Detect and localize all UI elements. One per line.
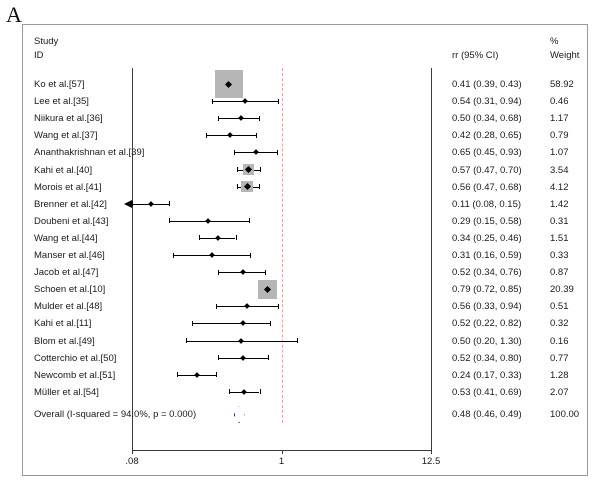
ci-cap-right [259, 184, 260, 189]
ci-cap-right [297, 338, 298, 343]
forest-row [0, 298, 569, 315]
study-estimate: 0.52 (0.34, 0.76) [452, 267, 522, 279]
study-estimate: 0.53 (0.41, 0.69) [452, 386, 522, 398]
study-estimate: 0.31 (0.16, 0.59) [452, 250, 522, 261]
study-label: Schoen et al.[10] [34, 284, 106, 296]
forest-row [0, 367, 569, 384]
forest-row [0, 110, 569, 127]
study-estimate: 0.79 (0.72, 0.85) [452, 284, 522, 296]
forest-row [0, 162, 569, 179]
study-label: Müller et al.[54] [34, 386, 99, 398]
study-estimate: 0.29 (0.15, 0.58) [452, 215, 522, 227]
ci-cap-left [169, 218, 170, 223]
axis-tick [132, 450, 133, 454]
ci-cap-right [260, 167, 261, 172]
overall-row [0, 406, 580, 423]
study-label: Niikura et al.[36] [34, 113, 103, 125]
axis-tick [282, 450, 283, 454]
study-weight: 0.16 [550, 335, 569, 347]
ci-cap-right [256, 133, 257, 138]
study-label: Wang et al.[44] [34, 232, 98, 244]
forest-row [0, 127, 569, 144]
header-estimate: rr (95% CI) [452, 50, 499, 61]
study-estimate: 0.56 (0.47, 0.68) [452, 181, 522, 193]
study-estimate: 0.24 (0.17, 0.33) [452, 369, 522, 381]
ci-cap-right [268, 355, 269, 360]
study-estimate: 0.57 (0.47, 0.70) [452, 164, 522, 176]
forest-row [0, 281, 574, 298]
study-weight: 20.39 [550, 284, 574, 296]
ci-cap-right [278, 99, 279, 104]
overall-label: Overall (I-squared = 94.0%, p = 0.000) [34, 408, 197, 420]
ci-cap-right [277, 150, 278, 155]
forest-row [0, 144, 569, 161]
study-weight: 0.46 [550, 96, 569, 108]
ci-cap-right [250, 253, 251, 258]
study-weight: 2.07 [550, 386, 569, 398]
axis-tick-label: 1 [278, 456, 285, 467]
ci-cap-left [218, 270, 219, 275]
study-weight: 0.32 [550, 318, 569, 330]
study-label: Jacob et al.[47] [34, 267, 99, 279]
forest-row [0, 213, 569, 230]
study-weight: 1.17 [550, 113, 569, 125]
ci-arrow-left-icon [124, 200, 132, 208]
overall-weight: 100.00 [550, 408, 580, 420]
study-weight: 0.79 [550, 130, 569, 142]
study-label: Kahi et al.[11] [34, 318, 92, 330]
confidence-interval-line [192, 323, 270, 324]
ci-cap-left [212, 99, 213, 104]
study-label: Morois et al.[41] [34, 181, 102, 193]
ci-cap-right [249, 218, 250, 223]
header-study: Study [34, 36, 59, 47]
study-weight: 1.51 [550, 232, 569, 244]
study-weight: 0.31 [550, 215, 569, 227]
study-label: Kahi et al.[40] [34, 164, 93, 176]
forest-row [0, 179, 569, 196]
study-estimate: 0.65 (0.45, 0.93) [452, 147, 522, 159]
forest-row [0, 247, 569, 264]
study-label: Brenner et al.[42] [34, 198, 107, 210]
study-label: Manser et al.[46] [34, 250, 105, 261]
ci-cap-left [218, 116, 219, 121]
study-estimate: 0.50 (0.20, 1.30) [452, 335, 522, 347]
study-weight: 4.12 [550, 181, 569, 193]
ci-cap-left [186, 338, 187, 343]
ci-cap-right [236, 235, 237, 240]
forest-row [0, 93, 569, 110]
study-estimate: 0.50 (0.34, 0.68) [452, 113, 522, 125]
ci-cap-right [260, 389, 261, 394]
study-estimate: 0.41 (0.39, 0.43) [452, 79, 522, 90]
panel-label: A [6, 2, 22, 27]
study-label: Ko et al.[57] [34, 79, 85, 90]
ci-cap-left [237, 167, 238, 172]
ci-cap-left [234, 150, 235, 155]
study-estimate: 0.52 (0.22, 0.82) [452, 318, 522, 330]
study-label: Newcomb et al.[51] [34, 369, 116, 381]
axis-tick-label: .08 [125, 456, 139, 467]
study-label: Blom et al.[49] [34, 335, 95, 347]
forest-row [0, 384, 569, 401]
ci-cap-right [265, 270, 266, 275]
study-weight: 1.42 [550, 198, 569, 210]
study-estimate: 0.54 (0.31, 0.94) [452, 96, 522, 108]
study-label: Wang et al.[37] [34, 130, 98, 142]
forest-row [0, 315, 569, 332]
header-percent: % [550, 36, 559, 47]
study-estimate: 0.52 (0.34, 0.80) [452, 352, 522, 364]
study-label: Cotterchio et al.[50] [34, 352, 117, 364]
forest-row [0, 76, 574, 93]
ci-cap-right [216, 372, 217, 377]
ci-cap-left [216, 304, 217, 309]
forest-row [0, 350, 569, 367]
header-weight: Weight [550, 50, 580, 61]
study-estimate: 0.42 (0.28, 0.65) [452, 130, 522, 142]
overall-estimate: 0.48 (0.46, 0.49) [452, 408, 522, 420]
study-weight: 58.92 [550, 79, 574, 90]
study-weight: 0.33 [550, 250, 569, 261]
study-estimate: 0.34 (0.25, 0.46) [452, 232, 522, 244]
ci-cap-right [270, 321, 271, 326]
study-weight: 3.54 [550, 164, 569, 176]
study-weight: 0.87 [550, 267, 569, 279]
forest-row [0, 196, 569, 213]
ci-cap-left [229, 389, 230, 394]
study-weight: 1.07 [550, 147, 569, 159]
ci-cap-left [218, 355, 219, 360]
ci-cap-left [206, 133, 207, 138]
study-weight: 0.77 [550, 352, 569, 364]
study-weight: 1.28 [550, 369, 569, 381]
study-weight: 0.51 [550, 301, 569, 313]
ci-cap-left [132, 201, 133, 206]
ci-cap-left [199, 235, 200, 240]
ci-cap-left [173, 253, 174, 258]
ci-cap-left [192, 321, 193, 326]
ci-cap-right [259, 116, 260, 121]
axis-tick [431, 450, 432, 454]
ci-cap-left [177, 372, 178, 377]
ci-cap-left [237, 184, 238, 189]
ci-cap-right [169, 201, 170, 206]
study-estimate: 0.11 (0.08, 0.15) [452, 198, 522, 210]
study-estimate: 0.56 (0.33, 0.94) [452, 301, 522, 313]
study-label: Lee et al.[35] [34, 96, 89, 108]
axis-tick-label: 12.5 [421, 456, 441, 467]
forest-row [0, 264, 569, 281]
ci-cap-right [278, 304, 279, 309]
forest-row [0, 230, 569, 247]
header-id: ID [34, 50, 44, 61]
study-label: Doubeni et al.[43] [34, 215, 109, 227]
study-label: Mulder et al.[48] [34, 301, 103, 313]
study-label: Ananthakrishnan et al.[39] [34, 147, 145, 159]
